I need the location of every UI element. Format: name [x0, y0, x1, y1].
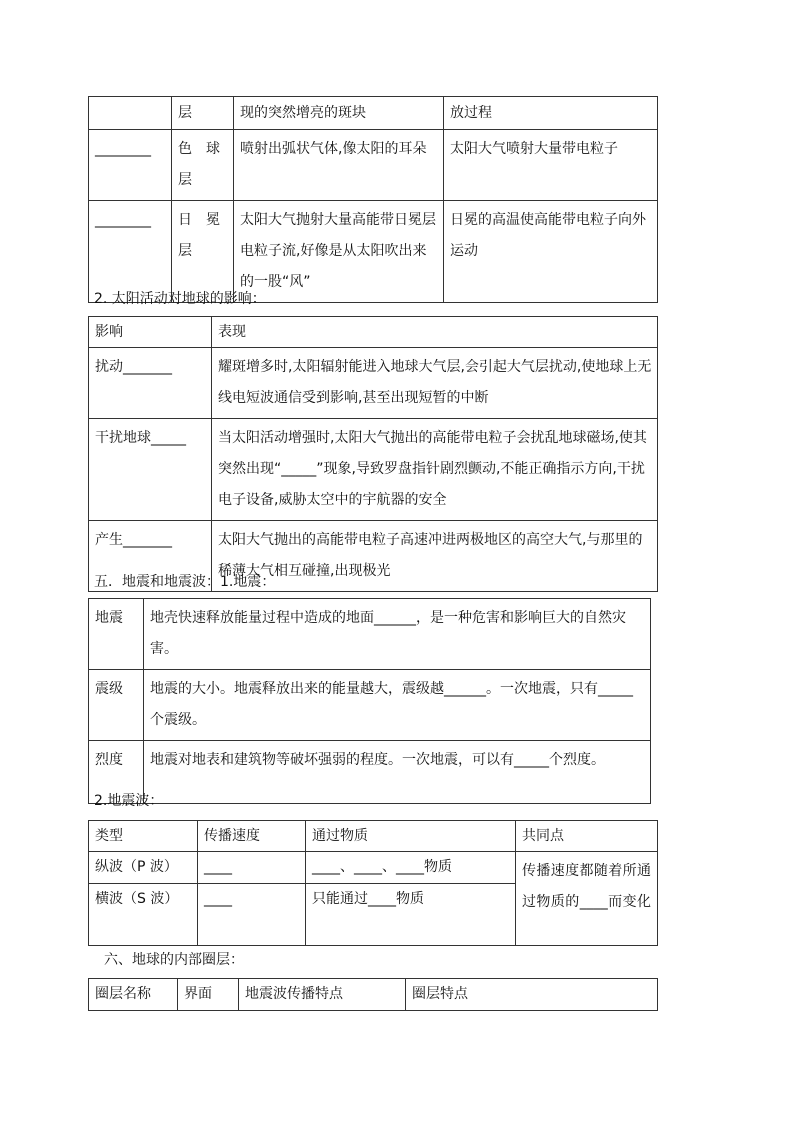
section-caption: 五．地震和地震波：1.地震：	[94, 574, 276, 590]
column-header: 类型	[89, 821, 198, 852]
table-row	[89, 97, 658, 130]
layer-name-cell: 色 球 层	[172, 130, 234, 201]
column-header: 地震波传播特点	[239, 979, 406, 1011]
wave-type-cell: 横波（S 波）	[89, 884, 198, 946]
table-row	[89, 670, 651, 741]
sun-atmosphere-table	[88, 96, 658, 303]
table-cell: 放过程	[444, 97, 658, 130]
table-row	[89, 852, 658, 884]
table-cell: 现的突然增亮的斑块	[234, 97, 444, 130]
definition-cell: 地震对地表和建筑物等破坏强弱的程度。一次地震，可以有_____个烈度。	[144, 741, 651, 804]
table-cell: 太阳大气抛出的高能带电粒子高速冲进两极地区的高空大气,与那里的稀薄大气相互碰撞,出现极光	[212, 521, 658, 592]
table-row	[89, 201, 658, 303]
table-cell: 耀斑增多时,太阳辐射能进入地球大气层,会引起大气层扰动,使地球上无线电短波通信受到影响,甚至出现短暂的中断	[212, 348, 658, 419]
table-cell: ____	[198, 884, 306, 946]
table-header-row	[89, 979, 658, 1011]
section-caption: 2. 太阳活动对地球的影响：	[94, 291, 266, 307]
column-header: 表现	[212, 317, 658, 348]
table-row	[89, 419, 658, 521]
column-header: 传播速度	[198, 821, 306, 852]
table-cell: 日冕的高温使高能带电粒子向外运动	[444, 201, 658, 303]
definition-cell: 地壳快速释放能量过程中造成的地面______，是一种危害和影响巨大的自然灾害。	[144, 599, 651, 670]
table-cell: 干扰地球_____	[89, 419, 212, 521]
table-cell: 喷射出弧状气体,像太阳的耳朵	[234, 130, 444, 201]
table-cell: 当太阳活动增强时,太阳大气抛出的高能带电粒子会扰乱地球磁场,使其突然出现“_____”现象,导致罗盘指针剧烈颤动,不能正确指示方向,干扰电子设备,威胁太空中的宇航器的安全	[212, 419, 658, 521]
table-cell: 层	[172, 97, 234, 130]
table-row	[89, 599, 651, 670]
column-header: 圈层特点	[406, 979, 658, 1011]
definition-cell: 地震的大小。地震释放出来的能量越大，震级越______。一次地震，只有_____个震级。	[144, 670, 651, 741]
table-row	[89, 741, 651, 804]
table-cell: 产生_______	[89, 521, 212, 592]
table-cell: 太阳大气抛射大量高能带日冕层电粒子流,好像是从太阳吹出来的一股“风”	[234, 201, 444, 303]
table-cell: 扰动_______	[89, 348, 212, 419]
blank-cell: ________	[89, 130, 172, 201]
layer-name-cell: 日 冕 层	[172, 201, 234, 303]
table-row	[89, 348, 658, 419]
blank-cell: ________	[89, 201, 172, 303]
earth-layers-table	[88, 978, 658, 1011]
seismic-wave-table	[88, 820, 658, 946]
table-cell: 太阳大气喷射大量带电粒子	[444, 130, 658, 201]
term-cell: 地震	[89, 599, 144, 670]
wave-type-cell: 纵波（P 波）	[89, 852, 198, 884]
column-header: 共同点	[516, 821, 658, 852]
earthquake-table	[88, 598, 651, 804]
term-cell: 烈度	[89, 741, 144, 804]
table-header-row	[89, 821, 658, 852]
column-header: 界面	[178, 979, 239, 1011]
table-row	[89, 130, 658, 201]
table-header-row	[89, 317, 658, 348]
column-header: 圈层名称	[89, 979, 178, 1011]
table-cell: 只能通过____物质	[306, 884, 516, 946]
common-feature-cell: 传播速度都随着所通过物质的____而变化	[516, 852, 658, 946]
section-caption: 六、地球的内部圈层：	[104, 952, 244, 968]
section-caption: 2.地震波：	[94, 793, 164, 809]
column-header: 通过物质	[306, 821, 516, 852]
table-cell: ____、____、____物质	[306, 852, 516, 884]
table-cell	[89, 97, 172, 130]
term-cell: 震级	[89, 670, 144, 741]
table-cell: ____	[198, 852, 306, 884]
column-header: 影响	[89, 317, 212, 348]
solar-impact-table	[88, 316, 658, 592]
